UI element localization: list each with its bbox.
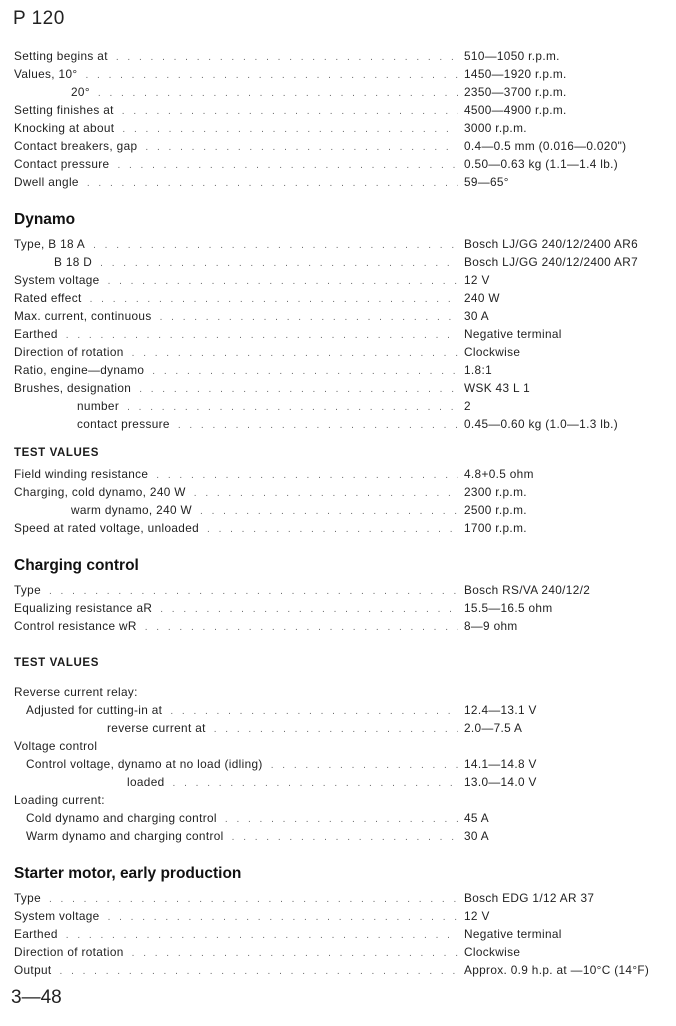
dot-leader [122, 121, 458, 139]
page-number: 3—48 [11, 987, 62, 1008]
dot-leader [122, 103, 458, 121]
spec-label: Ratio, engine—dynamo [14, 363, 145, 377]
spec-row [14, 155, 664, 173]
spec-label: Field winding resistance [14, 467, 149, 481]
spec-value: 12 V [464, 273, 490, 287]
spec-row [14, 889, 664, 907]
spec-value: 2300 r.p.m. [464, 485, 527, 499]
spec-value: 2350—3700 r.p.m. [464, 85, 567, 99]
spec-label: Loading current: [14, 793, 105, 807]
spec-label: Max. current, continuous [14, 309, 152, 323]
spec-value: 240 W [464, 291, 500, 305]
spec-row [14, 791, 664, 809]
spec-row [14, 65, 664, 83]
spec-row [14, 173, 664, 191]
spec-row [14, 755, 664, 773]
spec-row [14, 289, 664, 307]
spec-row [14, 501, 664, 519]
spec-label: Setting finishes at [14, 103, 114, 117]
spec-value: 45 A [464, 811, 490, 825]
ignition-spec-list [14, 47, 664, 191]
section-title-dynamo: Dynamo [14, 211, 76, 228]
spec-row [14, 253, 664, 271]
dot-leader [139, 381, 458, 399]
spec-label: Earthed [14, 327, 58, 341]
spec-value: 30 A [464, 829, 490, 843]
spec-label: B 18 D [54, 255, 93, 269]
spec-value: 510—1050 r.p.m. [464, 49, 560, 63]
dot-leader [60, 963, 458, 981]
dot-leader [100, 255, 458, 273]
spec-label: Contact pressure [14, 157, 110, 171]
spec-row [14, 617, 664, 635]
dot-leader [145, 139, 458, 157]
spec-value: WSK 43 L 1 [464, 381, 531, 395]
spec-row [14, 119, 664, 137]
spec-label: Brushes, designation [14, 381, 132, 395]
spec-value: Negative terminal [464, 927, 562, 941]
charging-control-spec-list [14, 581, 664, 635]
spec-value: 13.0—14.0 V [464, 775, 537, 789]
spec-value: Clockwise [464, 945, 521, 959]
spec-value: Bosch LJ/GG 240/12/2400 AR6 [464, 237, 639, 251]
spec-value: Clockwise [464, 345, 521, 359]
dot-leader [194, 485, 458, 503]
dot-leader [178, 417, 458, 435]
dynamo-spec-list [14, 235, 664, 433]
spec-value: 2500 r.p.m. [464, 503, 527, 517]
spec-value: 59—65° [464, 175, 509, 189]
spec-row [14, 325, 664, 343]
spec-row [14, 773, 664, 791]
starter-motor-spec-list [14, 889, 664, 979]
spec-label: warm dynamo, 240 W [71, 503, 193, 517]
spec-label: Values, 10° [14, 67, 78, 81]
spec-value: 3000 r.p.m. [464, 121, 527, 135]
section-title-starter-motor: Starter motor, early production [14, 865, 242, 882]
dot-leader [66, 327, 458, 345]
spec-label: Voltage control [14, 739, 98, 753]
dot-leader [98, 85, 458, 103]
spec-label: contact pressure [77, 417, 170, 431]
spec-value: 0.4—0.5 mm (0.016—0.020") [464, 139, 627, 153]
spec-label: Contact breakers, gap [14, 139, 138, 153]
spec-row [14, 47, 664, 65]
spec-label: reverse current at [107, 721, 206, 735]
spec-row [14, 827, 664, 845]
spec-label: number [77, 399, 120, 413]
spec-label: Knocking at about [14, 121, 115, 135]
spec-row [14, 307, 664, 325]
spec-value: Bosch LJ/GG 240/12/2400 AR7 [464, 255, 639, 269]
spec-label: Earthed [14, 927, 58, 941]
spec-value: 8—9 ohm [464, 619, 518, 633]
dot-leader [85, 67, 458, 85]
spec-value: 12.4—13.1 V [464, 703, 537, 717]
dot-leader [132, 345, 458, 363]
spec-label: Control voltage, dynamo at no load (idling) [26, 757, 263, 771]
dot-leader [116, 49, 458, 67]
spec-row [14, 943, 664, 961]
dot-leader [132, 945, 458, 963]
spec-row [14, 483, 664, 501]
spec-label: Adjusted for cutting-in at [26, 703, 163, 717]
spec-label: System voltage [14, 909, 100, 923]
dot-leader [232, 829, 458, 847]
spec-row [14, 599, 664, 617]
spec-label: Direction of rotation [14, 945, 124, 959]
spec-label: Equalizing resistance aR [14, 601, 153, 615]
spec-value: 1700 r.p.m. [464, 521, 527, 535]
spec-label: 20° [71, 85, 90, 99]
page-header: P 120 [13, 8, 65, 29]
dot-leader [108, 273, 458, 291]
spec-label: Output [14, 963, 52, 977]
spec-label: Dwell angle [14, 175, 79, 189]
spec-row [14, 343, 664, 361]
charging-test-values-list [14, 683, 664, 845]
spec-row [14, 415, 664, 433]
dot-leader [160, 601, 458, 619]
spec-value: 4.8+0.5 ohm [464, 467, 534, 481]
spec-row [14, 465, 664, 483]
spec-value: 4500—4900 r.p.m. [464, 103, 567, 117]
spec-value: 0.45—0.60 kg (1.0—1.3 lb.) [464, 417, 619, 431]
spec-value: 1450—1920 r.p.m. [464, 67, 567, 81]
spec-label: Setting begins at [14, 49, 108, 63]
spec-value: 0.50—0.63 kg (1.1—1.4 lb.) [464, 157, 619, 171]
spec-label: Type [14, 891, 41, 905]
dot-leader [87, 175, 458, 193]
spec-row [14, 83, 664, 101]
dot-leader [66, 927, 458, 945]
spec-row [14, 361, 664, 379]
spec-label: loaded [127, 775, 165, 789]
spec-row [14, 701, 664, 719]
spec-value: 2.0—7.5 A [464, 721, 523, 735]
spec-label: Speed at rated voltage, unloaded [14, 521, 200, 535]
spec-row [14, 101, 664, 119]
spec-row [14, 581, 664, 599]
spec-label: Warm dynamo and charging control [26, 829, 224, 843]
dot-leader [156, 467, 458, 485]
spec-value: 12 V [464, 909, 490, 923]
dynamo-test-values-list [14, 465, 664, 537]
dot-leader [117, 157, 458, 175]
dot-leader [127, 399, 458, 417]
dot-leader [200, 503, 458, 521]
spec-row [14, 519, 664, 537]
spec-label: Type [14, 583, 41, 597]
dot-leader [93, 237, 458, 255]
dot-leader [271, 757, 458, 775]
spec-row [14, 379, 664, 397]
dot-leader [207, 521, 458, 539]
spec-row [14, 271, 664, 289]
spec-row [14, 683, 664, 701]
spec-content [14, 47, 664, 979]
spec-label: Type, B 18 A [14, 237, 86, 251]
dot-leader [152, 363, 458, 381]
spec-row [14, 235, 664, 253]
dynamo-test-values-heading: TEST VALUES [14, 447, 99, 459]
dot-leader [160, 309, 458, 327]
spec-value: Bosch RS/VA 240/12/2 [464, 583, 591, 597]
dot-leader [108, 909, 458, 927]
spec-value: 15.5—16.5 ohm [464, 601, 553, 615]
spec-row [14, 137, 664, 155]
spec-row [14, 925, 664, 943]
spec-label: System voltage [14, 273, 100, 287]
spec-row [14, 737, 664, 755]
spec-row [14, 961, 664, 979]
spec-label: Reverse current relay: [14, 685, 138, 699]
dot-leader [145, 619, 458, 637]
spec-value: 1.8:1 [464, 363, 492, 377]
dot-leader [170, 703, 458, 721]
spec-value: Bosch EDG 1/12 AR 37 [464, 891, 595, 905]
spec-label: Charging, cold dynamo, 240 W [14, 485, 186, 499]
dot-leader [225, 811, 458, 829]
spec-row [14, 809, 664, 827]
spec-value: Approx. 0.9 h.p. at —10°C (14°F) [464, 963, 650, 977]
spec-row [14, 719, 664, 737]
spec-label: Control resistance wR [14, 619, 137, 633]
spec-value: 30 A [464, 309, 490, 323]
spec-row [14, 907, 664, 925]
spec-label: Cold dynamo and charging control [26, 811, 217, 825]
spec-value: 14.1—14.8 V [464, 757, 537, 771]
spec-label: Direction of rotation [14, 345, 124, 359]
charging-test-values-heading: TEST VALUES [14, 657, 99, 669]
spec-value: Negative terminal [464, 327, 562, 341]
spec-value: 2 [464, 399, 471, 413]
dot-leader [49, 891, 458, 909]
spec-row [14, 397, 664, 415]
section-title-charging-control: Charging control [14, 557, 139, 574]
spec-label: Rated effect [14, 291, 82, 305]
